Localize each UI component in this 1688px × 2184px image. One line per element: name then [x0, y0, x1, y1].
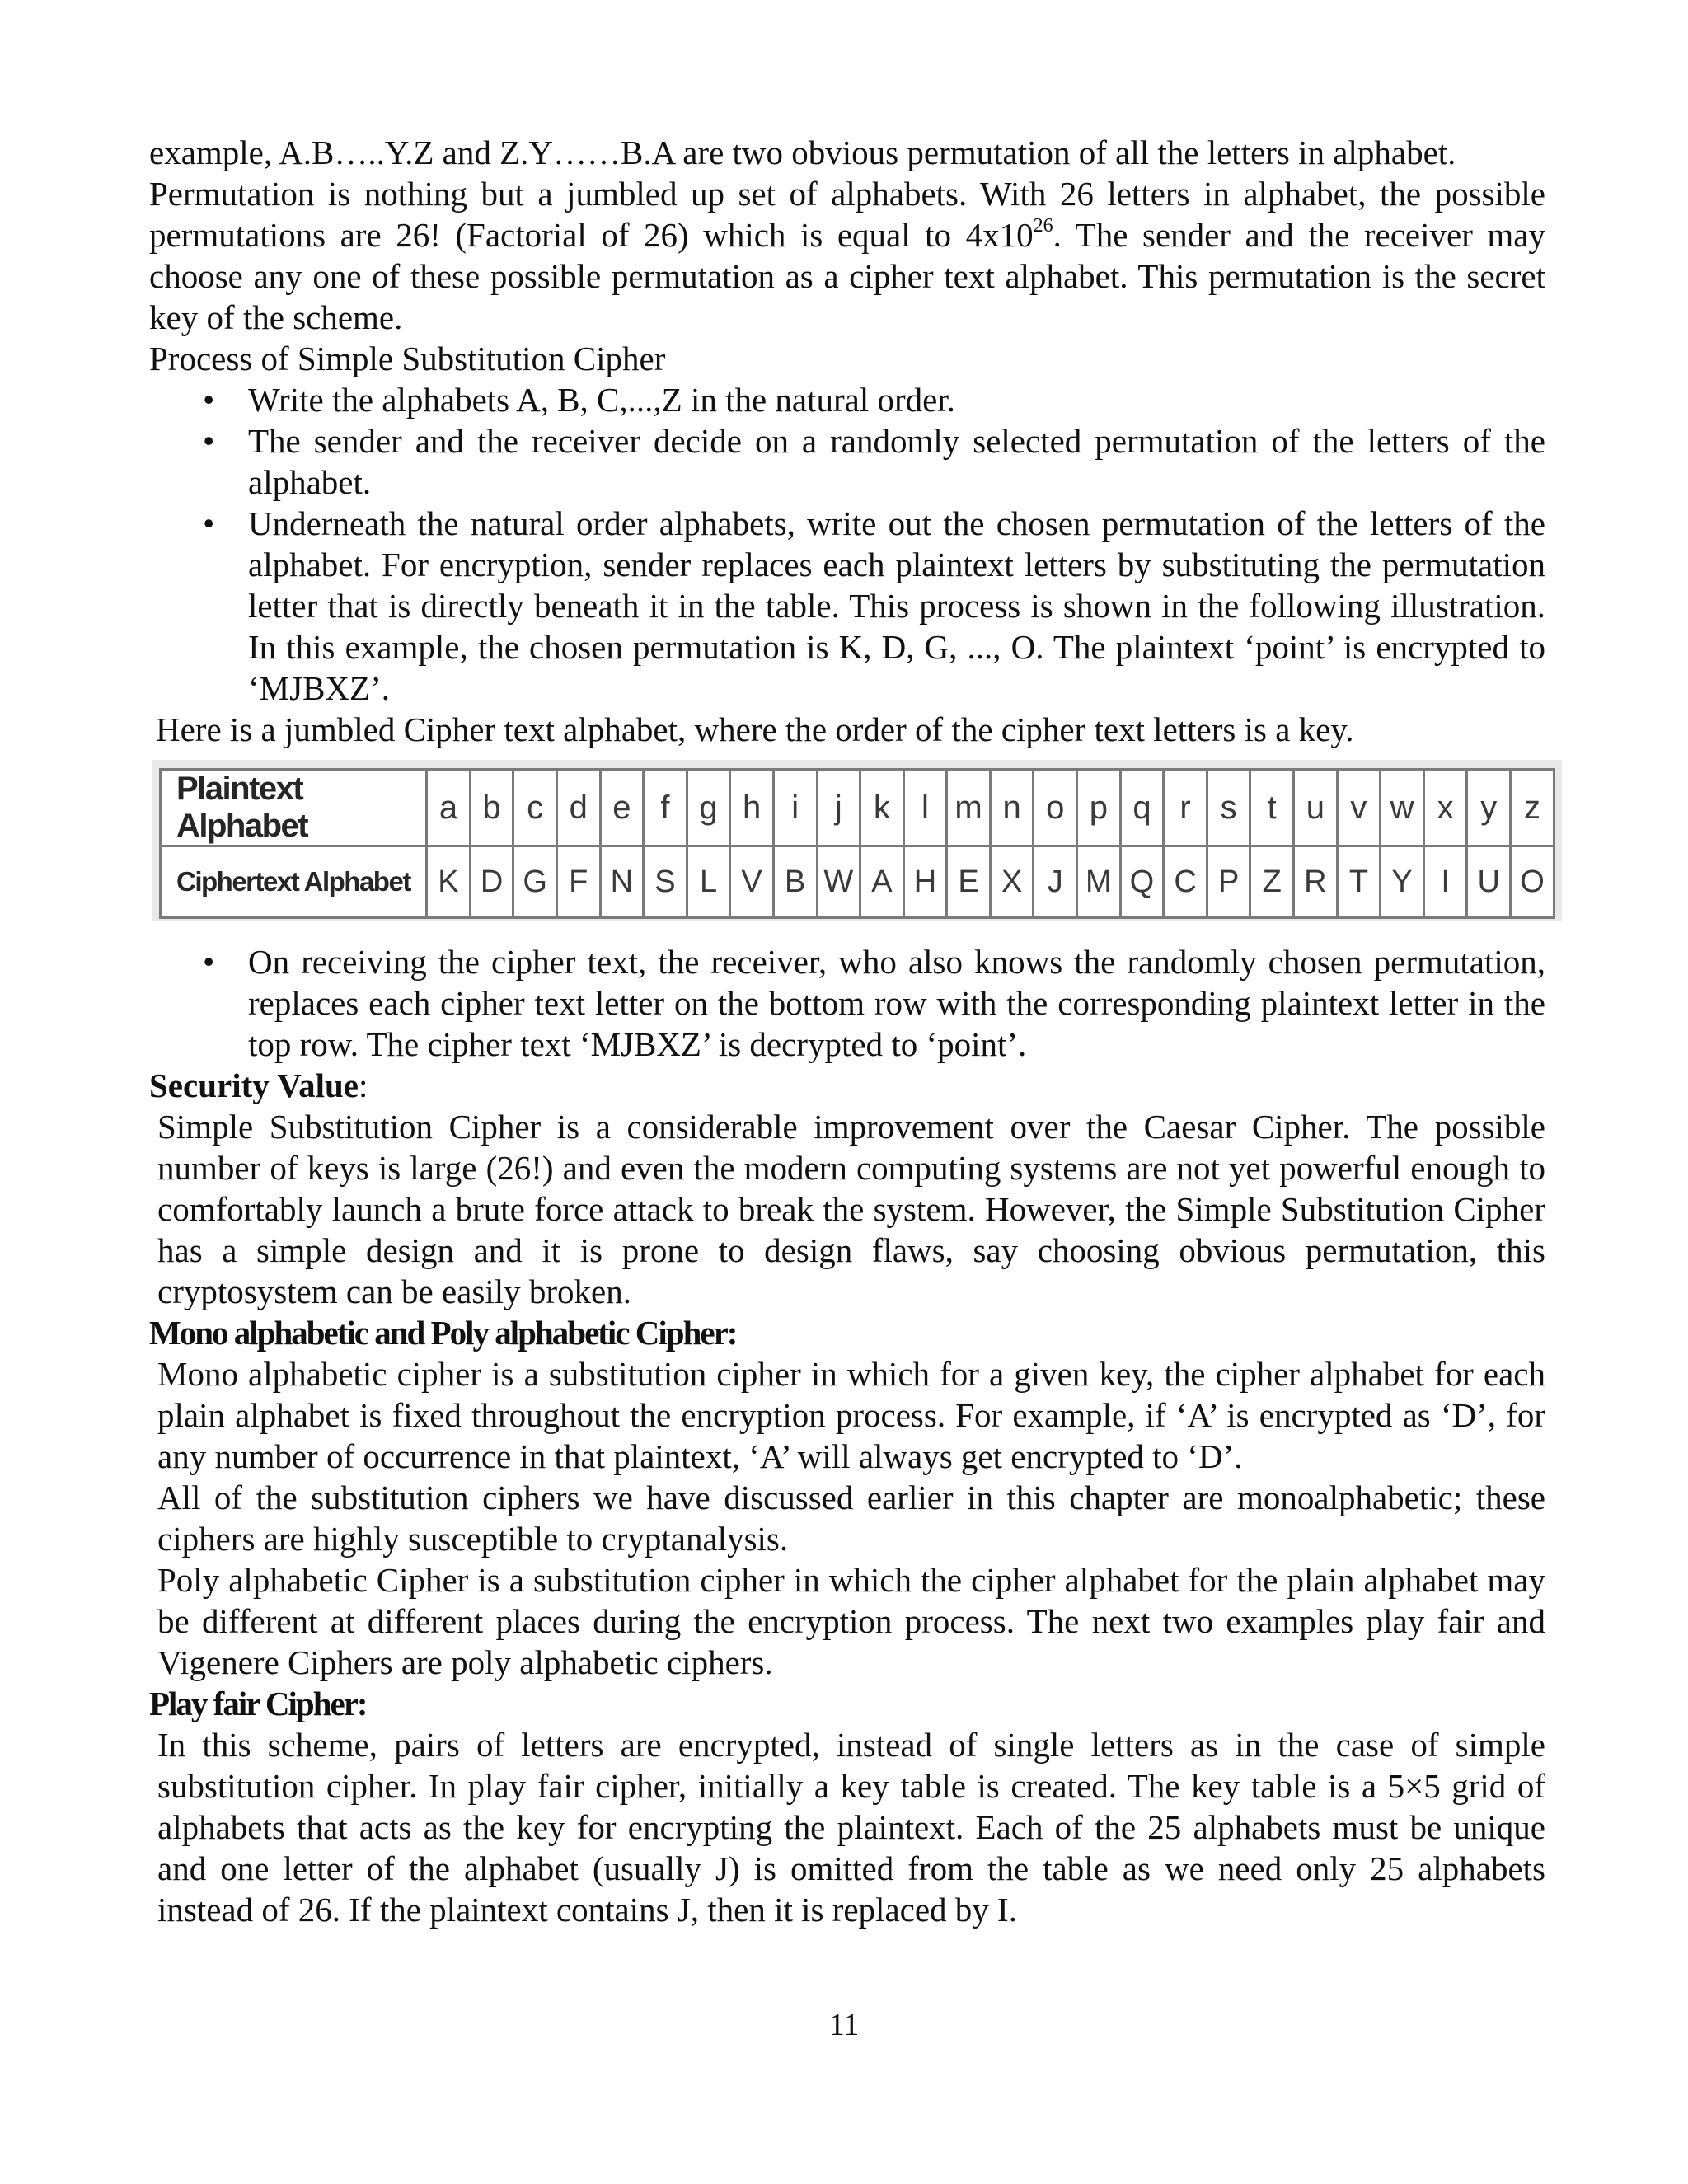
ciphertext-cell: F — [556, 846, 600, 918]
plaintext-cell: m — [947, 770, 991, 846]
ciphertext-cell: K — [427, 846, 471, 918]
plaintext-row — [161, 770, 1554, 846]
plaintext-cell: d — [556, 770, 600, 846]
mono-poly-heading: Mono alphabetic and Poly alphabetic Cipher: — [149, 1314, 737, 1352]
plaintext-label: Plaintext Alphabet — [161, 770, 427, 846]
security-heading-line — [149, 1065, 1545, 1106]
plaintext-cell: y — [1467, 770, 1511, 846]
intro-body-part1: Permutation is nothing but a jumbled up set of alphabets. With 26 letters in alphabet, the possible permutations are 26! (Factorial of 26) which is equal to 4x10 — [149, 175, 1545, 254]
ciphertext-cell: L — [687, 846, 730, 918]
plaintext-cell: o — [1034, 770, 1077, 846]
plaintext-cell: j — [817, 770, 860, 846]
plaintext-cell: c — [513, 770, 557, 846]
ciphertext-cell: S — [644, 846, 687, 918]
ciphertext-cell: B — [773, 846, 817, 918]
plaintext-cell: h — [730, 770, 774, 846]
plaintext-cell: f — [644, 770, 687, 846]
intro-superscript: 26 — [1033, 215, 1053, 237]
ciphertext-cell: W — [817, 846, 860, 918]
plaintext-cell: g — [687, 770, 730, 846]
intro-paragraph — [149, 173, 1545, 338]
ciphertext-cell: Q — [1120, 846, 1164, 918]
ciphertext-cell: I — [1423, 846, 1467, 918]
ciphertext-cell: X — [990, 846, 1034, 918]
mono-paragraph: Mono alphabetic cipher is a substitution cipher in which for a given key, the cipher alphabet for each plain alphabet is fixed throughout the encryption process. For example, if ‘A’ is encrypted as ‘D’, for any number of occurrence in that plaintext, ‘A’ will always get encrypted to ‘D’. — [157, 1355, 1545, 1475]
page-content — [149, 132, 1545, 1930]
ciphertext-cell: U — [1467, 846, 1511, 918]
security-heading: Security Value — [149, 1066, 359, 1104]
ciphertext-cell: N — [600, 846, 644, 918]
plaintext-cell: s — [1207, 770, 1250, 846]
security-heading-colon: : — [359, 1066, 368, 1104]
ciphertext-cell: D — [470, 846, 513, 918]
ciphertext-cell: J — [1034, 846, 1077, 918]
plaintext-cell: u — [1294, 770, 1338, 846]
plaintext-cell: b — [470, 770, 513, 846]
plaintext-cell: z — [1511, 770, 1554, 846]
plaintext-cell: n — [990, 770, 1034, 846]
ciphertext-cell: R — [1294, 846, 1338, 918]
playfair-body: In this scheme, pairs of letters are encrypted, instead of single letters as in the case of simple substitution cipher. In play fair cipher, initially a key table is created. The key table is a 5×5 grid of alphabets that acts as the key for encrypting the plaintext. Each of the 25 alphabets must be unique and one letter of the alphabet (usually J) is omitted from the table as we need only 25 alphabets instead of 26. If the plaintext contains J, then it is replaced by I. — [157, 1726, 1545, 1929]
intro-body-part2: . The sender and the receiver may choose any one of these possible permutation as a cipher text alphabet. This permutation is the secret key of the scheme. — [149, 216, 1545, 336]
process-title: Process of Simple Substitution Cipher — [149, 340, 666, 377]
plaintext-cell: e — [600, 770, 644, 846]
process-step-1-text: Write the alphabets A, B, C,...,Z in the natural order. — [248, 381, 955, 419]
process-step-1 — [248, 379, 1545, 420]
playfair-heading: Play fair Cipher: — [149, 1685, 367, 1722]
ciphertext-cell: E — [947, 846, 991, 918]
plaintext-cell: v — [1337, 770, 1381, 846]
ciphertext-cell: A — [860, 846, 904, 918]
plaintext-cell: a — [427, 770, 471, 846]
process-steps — [149, 379, 1545, 709]
process-step-3-text: Underneath the natural order alphabets, write out the chosen permutation of the letters of the alphabet. For encryption, sender replaces each plaintext letters by substituting the permutation letter that is directly beneath it in the table. This process is shown in the following illustration. In this example, the chosen permutation is K, D, G, ..., O. The plaintext ‘point’ is encrypted to ‘MJBXZ’. — [248, 504, 1545, 707]
ciphertext-cell: Y — [1381, 846, 1424, 918]
plaintext-cell: t — [1250, 770, 1294, 846]
plaintext-cell: q — [1120, 770, 1164, 846]
ciphertext-cell: P — [1207, 846, 1250, 918]
poly-paragraph: Poly alphabetic Cipher is a substitution cipher in which the cipher alphabet for the plain alphabet may be different at different places during the encryption process. The next two examples play fair and Vigenere Ciphers are poly alphabetic ciphers. — [157, 1561, 1545, 1681]
process-step-2 — [248, 420, 1545, 503]
monoalphabetic-paragraph: All of the substitution ciphers we have discussed earlier in this chapter are monoalphabetic; these ciphers are highly susceptible to cryptanalysis. — [157, 1479, 1545, 1558]
page-number: 11 — [828, 2008, 860, 2042]
plaintext-cell: r — [1164, 770, 1207, 846]
cipher-table — [159, 768, 1555, 919]
decrypt-step — [248, 941, 1545, 1065]
ciphertext-cell: H — [903, 846, 947, 918]
plaintext-cell: i — [773, 770, 817, 846]
plaintext-cell: l — [903, 770, 947, 846]
plaintext-cell: k — [860, 770, 904, 846]
plaintext-cell: x — [1423, 770, 1467, 846]
decrypt-step-text: On receiving the cipher text, the receiver, who also knows the randomly chosen permutation, replaces each cipher text letter on the bottom row with the corresponding plaintext letter in the top row. The cipher text ‘MJBXZ’ is decrypted to ‘point’. — [248, 943, 1545, 1063]
cipher-table-image — [152, 760, 1562, 921]
ciphertext-cell: G — [513, 846, 557, 918]
ciphertext-cell: Z — [1250, 846, 1294, 918]
plaintext-cell: w — [1381, 770, 1424, 846]
security-body: Simple Substitution Cipher is a considerable improvement over the Caesar Cipher. The possible number of keys is large (26!) and even the modern computing systems are not yet powerful enough to comfortably launch a brute force attack to break the system. However, the Simple Substitution Cipher has a simple design and it is prone to design flaws, say choosing obvious permutation, this cryptosystem can be easily broken. — [157, 1108, 1545, 1310]
table-caption: Here is a jumbled Cipher text alphabet, where the order of the cipher text letters is a key. — [156, 710, 1354, 748]
decrypt-steps — [149, 941, 1545, 1065]
plaintext-cell: p — [1077, 770, 1121, 846]
ciphertext-label: Ciphertext Alphabet — [161, 846, 427, 918]
ciphertext-cell: M — [1077, 846, 1121, 918]
process-step-2-text: The sender and the receiver decide on a randomly selected permutation of the letters of the alphabet. — [248, 422, 1545, 501]
ciphertext-cell: V — [730, 846, 774, 918]
process-step-3 — [248, 503, 1545, 709]
intro-line1: example, A.B…..Y.Z and Z.Y……B.A are two obvious permutation of all the letters in alphabet. — [149, 134, 1456, 171]
ciphertext-cell: T — [1337, 846, 1381, 918]
ciphertext-cell: C — [1164, 846, 1207, 918]
ciphertext-row — [161, 846, 1554, 918]
ciphertext-cell: O — [1511, 846, 1554, 918]
